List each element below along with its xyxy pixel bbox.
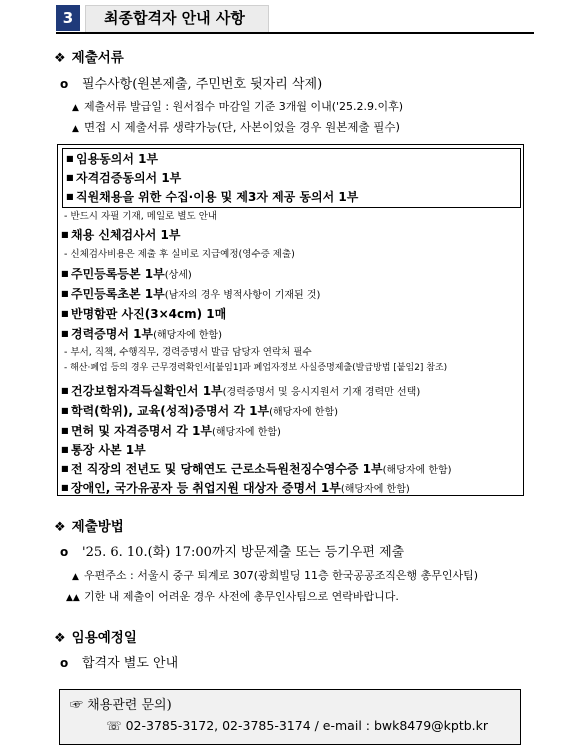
required-line [60,73,322,92]
item-label: 장애인, 국가유공자 등 취업지원 대상자 증명서 1부 [71,481,341,495]
note-interview [72,119,400,135]
appointment-line [60,652,178,671]
item-note: (해당자에 한함) [269,407,339,418]
item-label: 임용동의서 1부 [76,152,159,166]
list-item [61,325,222,342]
small-square-icon: ■ [61,386,69,395]
note-text: 면접 시 제출서류 생략가능(단, 사본이었을 경우 원본제출 필수) [84,120,400,134]
small-square-icon: ■ [61,289,69,298]
circle-bullet-icon: o [60,656,69,670]
item-label: 주민등록등본 1부 [71,267,165,281]
item-label: 면허 및 자격증명서 각 1부 [71,424,212,438]
contact-note-text: 기한 내 제출이 어려운 경우 사전에 총무인사팀으로 연락바랍니다. [84,590,399,603]
item-label: 주민등록초본 1부 [71,287,165,301]
list-item [61,422,281,439]
career-remark: - 부서, 직책, 수행직무, 경력증명서 발급 담당자 연락처 필수 [64,347,312,358]
item-label: 채용 신체검사서 1부 [71,228,181,242]
item-note: (남자의 경우 병적사항이 기재된 것) [164,290,321,301]
contact-title: ☞ 채용관련 문의) [70,698,172,713]
list-item [61,479,410,496]
small-square-icon: ■ [66,192,74,201]
contact-note [66,588,399,604]
section-number-badge: 3 [56,5,80,31]
list-item [61,402,338,419]
item-label: 건강보험자격득실확인서 1부 [71,384,223,398]
small-square-icon: ■ [66,173,74,182]
address-note [72,567,478,583]
appointment-text: 합격자 별도 안내 [82,656,179,671]
item-note: (해당자에 한함) [211,427,281,438]
health-remark: - 신체검사비용은 제출 후 실비로 지급예정(영수증 제출) [64,249,295,260]
header-underline [56,32,534,34]
note-issue-date [72,98,403,114]
small-square-icon: ■ [61,406,69,415]
page-title: 최종합격자 안내 사항 [104,9,245,27]
item-label: 직원채용을 위한 수집·이용 및 제3자 제공 동의서 1부 [76,190,359,204]
item-label: 자격검증동의서 1부 [76,171,182,185]
diamond-bullet-icon: ❖ [54,631,66,646]
list-item [61,226,180,243]
list-item [61,265,192,282]
section-title: 제출방법 [71,519,124,535]
list-item [61,460,452,477]
small-square-icon: ■ [61,269,69,278]
diamond-bullet-icon: ❖ [54,520,66,535]
section-title: 임용예정일 [71,630,137,646]
list-item [66,150,158,167]
item-note: (해당자에 한함) [340,484,410,495]
small-square-icon: ■ [61,483,69,492]
section-heading-appointment [54,626,137,646]
address-text: 우편주소 : 서울시 중구 퇴계로 307(광희빌딩 11층 한국공공조직은행 총무인사팀) [84,569,479,582]
small-triangle-icon: ▲ [72,124,79,134]
list-item [66,188,358,205]
small-square-icon: ■ [66,154,74,163]
small-square-icon: ■ [61,445,69,454]
small-triangle-icon: ▲ [72,103,79,113]
item-note: (해당자에 한함) [382,465,452,476]
item-note: (해당자에 한함) [153,330,223,341]
small-square-icon: ■ [61,426,69,435]
small-triangle-icon: ▲ [72,572,79,582]
boxed-remark: - 반드시 자필 기재, 메일로 별도 안내 [64,211,218,222]
item-label: 전 직장의 전년도 및 당해연도 근로소득원천징수영수증 1부 [71,462,383,476]
diamond-bullet-icon: ❖ [54,51,66,66]
item-note: (상세) [164,270,192,281]
list-item [61,305,226,322]
section-heading-documents [54,46,124,66]
item-label: 반명함판 사진(3×4cm) 1매 [71,307,227,321]
small-square-icon: ■ [61,230,69,239]
item-label: 경력증명서 1부 [71,327,154,341]
double-triangle-icon: ▲▲ [66,593,80,603]
circle-bullet-icon: o [60,77,69,91]
deadline-line [60,541,404,560]
item-label: 학력(학위), 교육(성적)증명서 각 1부 [71,404,270,418]
list-item [61,441,146,458]
section-title: 제출서류 [71,50,124,66]
small-square-icon: ■ [61,309,69,318]
list-item [66,169,181,186]
item-note: (경력증명서 및 응시지원서 기재 경력만 선택) [222,387,421,398]
deadline-text: '25. 6. 10.(화) 17:00까지 방문제출 또는 등기우편 제출 [82,545,405,560]
note-text: 제출서류 발급일 : 원서접수 마감일 기준 3개월 이내('25.2.9.이후) [84,100,404,113]
small-square-icon: ■ [61,329,69,338]
list-item [61,285,320,302]
contact-phone-email: ☏ 02-3785-3172, 02-3785-3174 / e-mail : bwk8479@kptb.kr [106,718,489,733]
small-square-icon: ■ [61,464,69,473]
required-text: 필수사항(원본제출, 주민번호 뒷자리 삭제) [82,77,323,92]
circle-bullet-icon: o [60,545,69,559]
career-remark: - 해산·폐업 등의 경우 근무경력확인서[붙임1]과 폐업자정보 사실증명제출(발급방법 [붙임2] 참조) [64,363,448,373]
list-item [61,382,420,399]
section-heading-method [54,515,124,535]
item-label: 통장 사본 1부 [71,443,146,457]
